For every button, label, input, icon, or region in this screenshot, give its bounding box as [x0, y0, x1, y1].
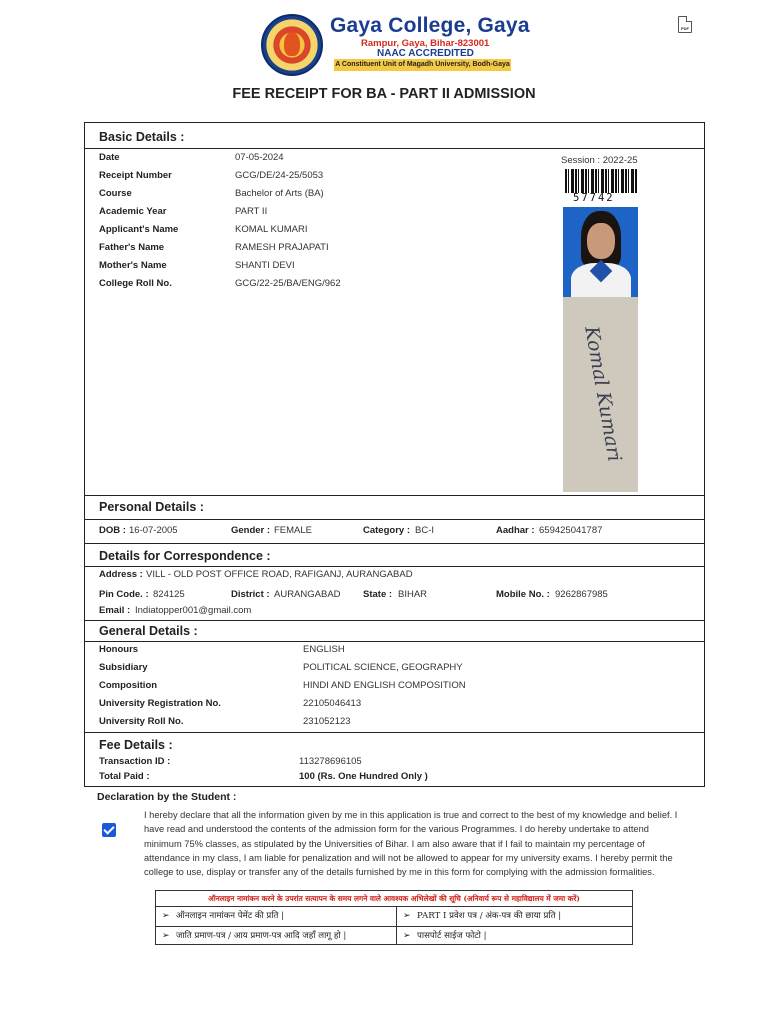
aadhar-value: 659425041787 — [539, 525, 603, 536]
college-roll-label: College Roll No. — [99, 278, 172, 289]
course-label: Course — [99, 188, 132, 199]
college-logo-icon — [261, 14, 323, 76]
univ-reg-label: University Registration No. — [99, 698, 221, 709]
gender-value: FEMALE — [274, 525, 313, 536]
receipt-number-value: GCG/DE/24-25/5053 — [235, 170, 324, 181]
mobile-value: 9262867985 — [555, 589, 608, 600]
barcode-number: 57742 — [573, 192, 615, 204]
father-name-value: RAMESH PRAJAPATI — [235, 242, 329, 253]
email-value: Indiatopper001@gmail.com — [135, 605, 252, 616]
arrow-icon: ➢ — [403, 911, 411, 921]
declaration-checkbox[interactable] — [102, 823, 116, 837]
composition-value: HINDI AND ENGLISH COMPOSITION — [303, 680, 466, 691]
subsidiary-label: Subsidiary — [99, 662, 148, 673]
applicant-signature — [563, 297, 638, 492]
pdf-download-icon[interactable] — [678, 16, 692, 33]
divider — [85, 620, 704, 621]
district-label: District : — [231, 589, 270, 600]
personal-details-heading: Personal Details : — [99, 500, 204, 514]
mother-name-label: Mother's Name — [99, 260, 167, 271]
father-name-label: Father's Name — [99, 242, 165, 253]
document-item-text: ऑनलाइन नामांकन पेमेंट की प्रति | — [176, 911, 285, 921]
category-label: Category : — [363, 525, 410, 536]
document-item — [397, 927, 632, 945]
state-value: BIHAR — [398, 589, 428, 600]
course-value: Bachelor of Arts (BA) — [235, 188, 324, 199]
divider — [85, 543, 704, 544]
session-text: Session : 2022-25 — [561, 155, 638, 166]
mobile-label: Mobile No. : — [496, 589, 550, 600]
transaction-id-label: Transaction ID : — [99, 756, 171, 767]
divider — [85, 519, 704, 520]
divider — [85, 566, 704, 567]
declaration-text: I hereby declare that all the information given by me in this application is true and correct to the best of my knowledge and belief. I have read and understood the contents of the admission form for the various Programmes. I do hereby undertake to attend minimum 75% classes, as stipulated by the Universities of Bihar. I am also aware that if I fail to maintain my percentage of attendance in my class, I am liable for penalization and will not be allowed to appear for my university exams. I hereby permit the college to use, display or transfer any of the details furnished by me in this form for complying with the admission formalities. — [144, 810, 678, 878]
total-paid-label: Total Paid : — [99, 771, 150, 782]
pdf-label: PDF — [681, 26, 689, 31]
academic-year-value: PART II — [235, 206, 268, 217]
mother-name-value: SHANTI DEVI — [235, 260, 295, 271]
arrow-icon: ➢ — [162, 931, 170, 941]
college-header — [0, 12, 768, 78]
address-label: Address : — [99, 569, 143, 580]
basic-details-heading: Basic Details : — [99, 130, 185, 144]
dob-value: 16-07-2005 — [129, 525, 178, 536]
dob-label: DOB : — [99, 525, 126, 536]
univ-roll-value: 231052123 — [303, 716, 351, 727]
univ-roll-label: University Roll No. — [99, 716, 184, 727]
college-name: Gaya College, Gaya — [330, 14, 530, 37]
applicant-name-label: Applicant's Name — [99, 224, 179, 235]
receipt-form — [84, 122, 705, 787]
divider — [85, 732, 704, 733]
receipt-number-label: Receipt Number — [99, 170, 172, 181]
total-paid-value: 100 (Rs. One Hundred Only ) — [299, 771, 428, 782]
document-item-text: जाति प्रमाण-पत्र / आय प्रमाण-पत्र आदि जहाँ लागू हो | — [176, 931, 347, 941]
applicant-photo — [563, 207, 638, 297]
email-label: Email : — [99, 605, 131, 616]
gender-label: Gender : — [231, 525, 271, 536]
state-label: State : — [363, 589, 393, 600]
document-item-text: PART I प्रवेश पत्र / अंक-पत्र की छाया प्रति | — [417, 911, 562, 921]
category-value: BC-I — [415, 525, 434, 536]
divider — [85, 495, 704, 496]
applicant-name-value: KOMAL KUMARI — [235, 224, 308, 235]
document-item — [156, 907, 396, 926]
address-value: VILL - OLD POST OFFICE ROAD, RAFIGANJ, AURANGABAD — [146, 569, 413, 580]
academic-year-label: Academic Year — [99, 206, 167, 217]
composition-label: Composition — [99, 680, 158, 691]
college-roll-value: GCG/22-25/BA/ENG/962 — [235, 278, 341, 289]
arrow-icon: ➢ — [162, 911, 170, 921]
correspondence-heading: Details for Correspondence : — [99, 549, 271, 563]
date-value: 07-05-2024 — [235, 152, 284, 163]
declaration-heading: Declaration by the Student : — [97, 791, 237, 803]
naac-badge: NAAC ACCREDITED — [377, 48, 474, 59]
pin-label: Pin Code. : — [99, 589, 149, 600]
divider — [85, 148, 704, 149]
general-details-heading: General Details : — [99, 624, 198, 638]
subsidiary-value: POLITICAL SCIENCE, GEOGRAPHY — [303, 662, 463, 673]
documents-header: ऑनलाइन नामांकन करने के उपरांत सत्यापन के समय लगने वाले आवश्यक अभिलेखों की सूचि (अनिवार्य रूप से महाविद्यालय में जमा करें) — [156, 891, 632, 907]
district-value: AURANGABAD — [274, 589, 341, 600]
honours-value: ENGLISH — [303, 644, 345, 655]
arrow-icon: ➢ — [403, 931, 411, 941]
univ-reg-value: 22105046413 — [303, 698, 362, 709]
university-unit: A Constituent Unit of Magadh University, Bodh-Gaya — [334, 59, 511, 71]
college-address: Rampur, Gaya, Bihar-823001 — [361, 38, 490, 49]
document-item — [397, 907, 632, 926]
date-label: Date — [99, 152, 120, 163]
required-documents-table — [155, 890, 633, 945]
barcode-image — [565, 169, 637, 193]
honours-label: Honours — [99, 644, 139, 655]
document-item — [156, 927, 396, 945]
divider — [85, 641, 704, 642]
document-item-text: पासपोर्ट साईज फोटो | — [417, 931, 487, 941]
transaction-id-value: 113278696105 — [299, 756, 362, 767]
aadhar-label: Aadhar : — [496, 525, 535, 536]
pin-value: 824125 — [153, 589, 185, 600]
fee-details-heading: Fee Details : — [99, 738, 173, 752]
page-title: FEE RECEIPT FOR BA - PART II ADMISSION — [232, 86, 536, 102]
signature-text: Komal Kumari — [580, 324, 626, 464]
